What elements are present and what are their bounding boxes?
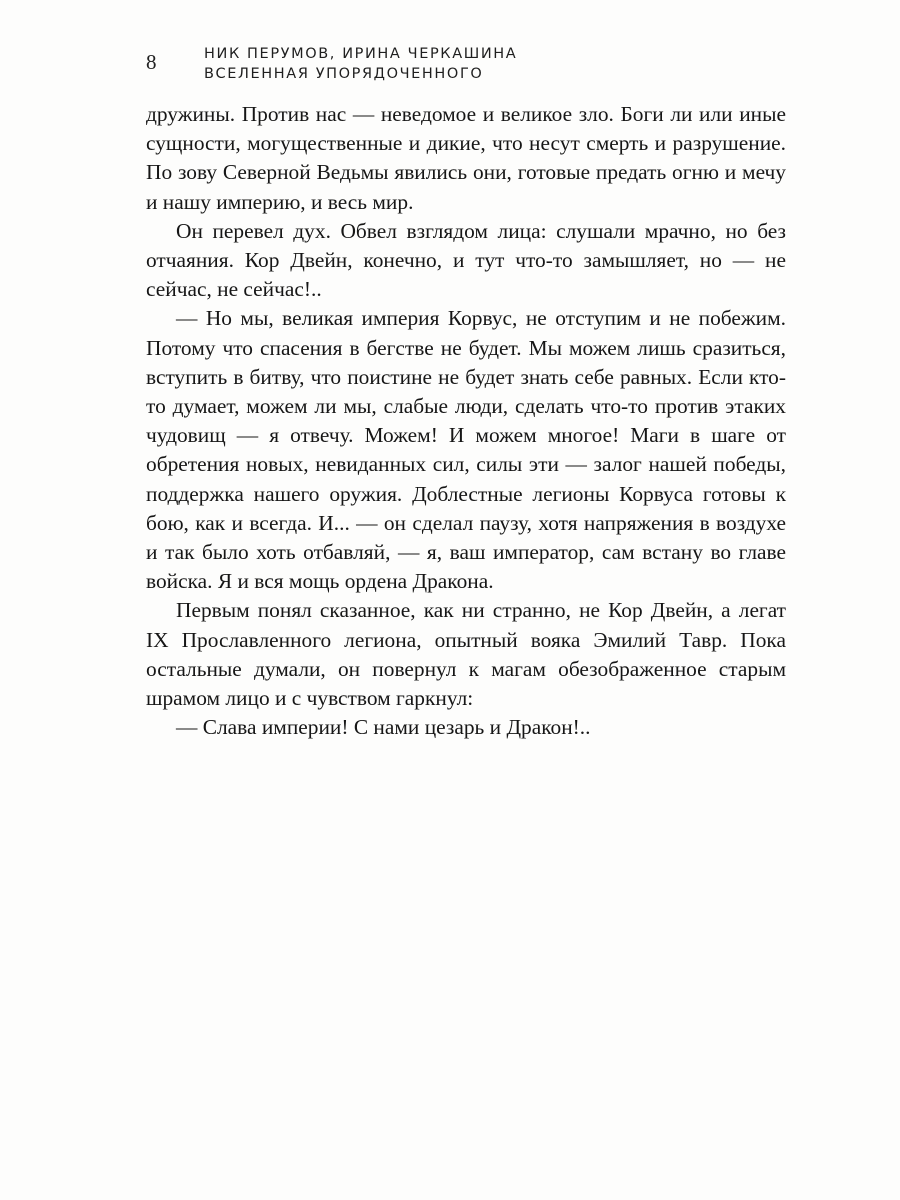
page-header [146, 44, 786, 84]
page-number: 8 [146, 50, 157, 74]
running-head-book-title: ВСЕЛЕННАЯ УПОРЯДОЧЕННОГО [204, 66, 484, 82]
running-head-authors: НИК ПЕРУМОВ, ИРИНА ЧЕРКАШИНА [204, 46, 518, 62]
body-text [146, 100, 786, 742]
paragraph: дружины. Против нас — неведомое и великое зло. Боги ли или иные сущности, могущественные и дикие, что несут смерть и разрушение. По зову Северной Ведьмы явились они, готовые предать огню и мечу и нашу империю, и весь мир. [146, 102, 786, 214]
paragraph: Первым понял сказанное, как ни странно, не Кор Двейн, а легат IX Прославленного легиона, опытный вояка Эмилий Тавр. Пока остальные думали, он повернул к магам обезображенное старым шрамом лицо и с чувством гаркнул: [146, 598, 786, 711]
paragraph: Он перевел дух. Обвел взглядом лица: слушали мрачно, но без отчаяния. Кор Двейн, конечно, и тут что-то замышляет, но — не сейчас, не сейчас!.. [146, 218, 786, 302]
running-head [204, 44, 517, 84]
paragraph: — Но мы, великая империя Корвус, не отступим и не побежим. Потому что спасения в бегстве не будет. Мы можем лишь сразиться, вступить в битву, что поистине не будет знать себе равных. Если кто-то думает, можем ли мы, слабые люди, сделать что-то против этаких чудовищ — я отвечу. Можем! И можем многое! Маги в шаге от обретения новых, невиданных сил, силы эти — залог нашей победы, поддержка нашего оружия. Доблестные легионы Корвуса готовы к бою, как и всегда. И... — он сделал паузу, хотя напряжения в воздухе и так было хоть отбавляй, — я, ваш император, сам встану во главе войска. Я и вся мощь ордена Дракона. [146, 306, 786, 594]
paragraph: — Слава империи! С нами цезарь и Дракон!.. [176, 715, 591, 740]
